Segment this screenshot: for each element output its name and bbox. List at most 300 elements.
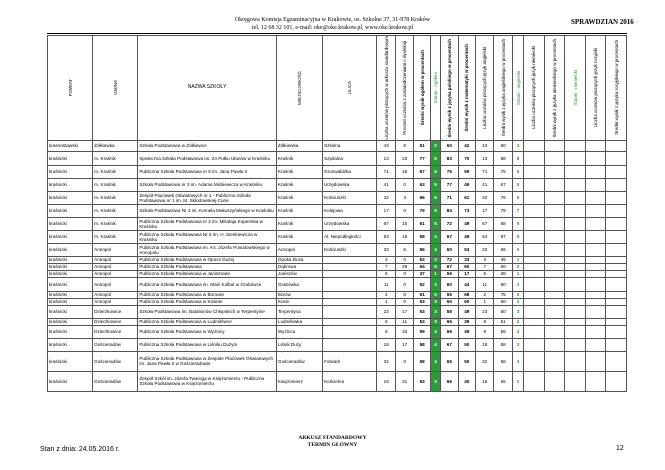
cell-ros-wynik xyxy=(606,298,627,305)
cell-ulica xyxy=(323,338,377,351)
cell-stanin-ang: 6 xyxy=(512,165,523,178)
cell-gmina: m. Kraśnik xyxy=(93,165,138,178)
cell-matematyka: 33 xyxy=(458,256,475,263)
cell-powiat: kraśnicki xyxy=(48,277,93,291)
cell-powiat: kraśnicki xyxy=(48,191,93,204)
cell-ros-liczba xyxy=(585,298,606,305)
cell-ros-liczba xyxy=(585,351,606,371)
cell-gmina: m. Kraśnik xyxy=(93,217,138,230)
cell-niem-liczba xyxy=(524,371,545,391)
cell-niem-wynik xyxy=(544,298,565,305)
cell-ros-liczba xyxy=(585,191,606,204)
cell-liczba: 9 xyxy=(377,325,395,338)
cell-stanin-ang: 3 xyxy=(512,338,523,351)
cell-liczba: 13 xyxy=(377,151,395,165)
cell-ang-wynik: 75 xyxy=(494,291,512,298)
cell-miejscowosc: Kraśnik xyxy=(276,217,322,230)
cell-ang-liczba: 9 xyxy=(475,325,493,338)
cell-ang-liczba: 67 xyxy=(475,217,493,230)
cell-ang-liczba: 7 xyxy=(475,263,493,270)
cell-liczba: 18 xyxy=(377,338,395,351)
cell-stanin-ang: 5 xyxy=(512,178,523,191)
cell-dysleksja: 0 xyxy=(395,270,413,277)
cell-niem-liczba xyxy=(524,277,545,291)
cell-nazwa: Publiczna Szkoła Podstawowa w Ludmiłówce xyxy=(138,318,277,325)
footer-date: Stan z dnia: 24.05.2016 r. xyxy=(40,446,120,453)
cell-matematyka: 44 xyxy=(458,277,475,291)
cell-niem-wynik xyxy=(544,217,565,230)
cell-niem-liczba xyxy=(524,270,545,277)
cell-gmina: Gościeradów xyxy=(93,371,138,391)
cell-niem-liczba xyxy=(524,318,545,325)
cell-ang-wynik: 60 xyxy=(494,305,512,318)
cell-niem-liczba xyxy=(524,140,545,151)
cell-niem-wynik xyxy=(544,263,565,270)
cell-gmina: Annopol xyxy=(93,277,138,291)
cell-niem-wynik xyxy=(544,151,565,165)
cell-stanin-ang: 5 xyxy=(512,243,523,256)
cell-dysleksja: 0 xyxy=(395,291,413,298)
cell-liczba: 7 xyxy=(377,263,395,270)
cell-matematyka: 42 xyxy=(458,140,475,151)
cell-niem-liczba xyxy=(524,151,545,165)
cell-liczba: 11 xyxy=(377,277,395,291)
cell-niem-wynik xyxy=(544,305,565,318)
cell-stanin-niem xyxy=(565,318,586,325)
col-ang-liczba: Liczba uczniów piszących język angielski xyxy=(475,36,493,141)
cell-stanin: 5 xyxy=(430,217,440,230)
cell-nazwa: Publiczna Szkoła Podstawowa w Opoce Dużej xyxy=(138,256,277,263)
cell-ang-liczba: 64 xyxy=(475,230,493,243)
cell-niem-wynik xyxy=(544,318,565,325)
cell-ros-wynik xyxy=(606,204,627,217)
cell-sredni: 52 xyxy=(414,277,430,291)
cell-powiat: kraśnicki xyxy=(48,325,93,338)
cell-stanin: 5 xyxy=(430,291,440,298)
table-row xyxy=(48,298,627,305)
cell-miejscowosc: Dąbrowa xyxy=(276,263,322,270)
cell-matematyka: 68 xyxy=(458,291,475,298)
cell-matematyka: 17 xyxy=(458,270,475,277)
col-stanin-niem: Stanin - niemiecki xyxy=(565,36,586,141)
cell-niem-wynik xyxy=(544,256,565,263)
cell-liczba: 1 xyxy=(377,298,395,305)
cell-miejscowosc: Ludmiłówka xyxy=(276,318,322,325)
table-row xyxy=(48,318,627,325)
table-row xyxy=(48,204,627,217)
cell-polski: 67 xyxy=(441,230,458,243)
cell-niem-liczba xyxy=(524,351,545,371)
cell-niem-liczba xyxy=(524,178,545,191)
cell-polski: 69 xyxy=(441,325,458,338)
col-liczba-uczniow: Liczba uczniów piszących w arkuszu standardowym xyxy=(377,36,395,141)
cell-ulica: Kościuszki xyxy=(323,243,377,256)
cell-niem-wynik xyxy=(544,178,565,191)
cell-matematyka: 49 xyxy=(458,217,475,230)
cell-ulica xyxy=(323,318,377,325)
cell-ang-liczba: 11 xyxy=(475,277,493,291)
cell-sredni: 77 xyxy=(414,151,430,165)
cell-dysleksja: 3 xyxy=(395,191,413,204)
cell-ros-liczba xyxy=(585,263,606,270)
table-row xyxy=(48,165,627,178)
cell-niem-wynik xyxy=(544,140,565,151)
cell-niem-wynik xyxy=(544,165,565,178)
cell-niem-wynik xyxy=(544,351,565,371)
cell-sredni: 58 xyxy=(414,338,430,351)
cell-stanin-ang: 6 xyxy=(512,191,523,204)
col-procent-dysleksji: Procent uczniów z zaświadczeniami o dysleksji xyxy=(395,36,413,141)
cell-matematyka: 53 xyxy=(458,243,475,256)
cell-liczba: 17 xyxy=(377,204,395,217)
cell-miejscowosc: Janiszów xyxy=(276,270,322,277)
cell-sredni: 67 xyxy=(414,165,430,178)
col-matematyka: Średni wynik z matematyki w procentach xyxy=(458,36,475,141)
cell-ulica xyxy=(323,298,377,305)
cell-ang-liczba: 1 xyxy=(475,298,493,305)
cell-liczba: 71 xyxy=(377,165,395,178)
cell-stanin-niem xyxy=(565,291,586,298)
cell-ang-liczba: 71 xyxy=(475,165,493,178)
cell-nazwa: Szkoła Podstawowa w Żółkiewce xyxy=(138,140,277,151)
table-row xyxy=(48,217,627,230)
cell-dysleksja: 0 xyxy=(395,256,413,263)
cell-ulica xyxy=(323,277,377,291)
cell-ang-wynik: 76 xyxy=(494,191,512,204)
cell-dysleksja: 31 xyxy=(395,371,413,391)
col-polski: Średni wynik z języka polskiego w procentach xyxy=(441,36,458,141)
cell-ang-wynik: 60 xyxy=(494,263,512,270)
cell-liczba: 5 xyxy=(377,270,395,277)
cell-stanin-ang: 3 xyxy=(512,305,523,318)
cell-gmina: Annopol xyxy=(93,256,138,263)
cell-polski: 60 xyxy=(441,243,458,256)
cell-ulica: Szpitalna xyxy=(323,151,377,165)
cell-powiat: kraśnicki xyxy=(48,151,93,165)
footer-arkusz: ARKUSZ STANDARDOWY xyxy=(298,435,367,441)
cell-ulica: Urzędowska xyxy=(323,178,377,191)
cell-ulica xyxy=(323,291,377,298)
cell-ang-liczba: 41 xyxy=(475,178,493,191)
cell-ros-wynik xyxy=(606,263,627,270)
cell-matematyka: 50 xyxy=(458,351,475,371)
cell-ros-wynik xyxy=(606,151,627,165)
col-niem-liczba: Liczba uczniów piszących język niemiecki xyxy=(524,36,545,141)
cell-stanin-niem xyxy=(565,277,586,291)
cell-matematyka: 73 xyxy=(458,204,475,217)
cell-ulica: Folwark xyxy=(323,351,377,371)
cell-niem-wynik xyxy=(544,270,565,277)
cell-ang-liczba: 16 xyxy=(475,371,493,391)
cell-ulica: Grunwaldzka xyxy=(323,165,377,178)
cell-gmina: Annopol xyxy=(93,298,138,305)
cell-nazwa: Zespół Szkół im. Józefa Twaroga w Księżomierzu - Publiczna Szkoła Podstawowa w Księżomierzu xyxy=(138,371,277,391)
results-table xyxy=(47,35,627,392)
cell-stanin: 4 xyxy=(430,243,440,256)
cell-dysleksja: 0 xyxy=(395,178,413,191)
cell-ros-wynik xyxy=(606,277,627,291)
cell-polski: 65 xyxy=(441,351,458,371)
cell-matematyka: 49 xyxy=(458,178,475,191)
cell-miejscowosc: Terpentyna xyxy=(276,305,322,318)
cell-dysleksja: 17 xyxy=(395,305,413,318)
header-divider xyxy=(47,33,627,34)
cell-sredni: 53 xyxy=(414,318,430,325)
cell-stanin: 1 xyxy=(430,270,440,277)
cell-dysleksja: 0 xyxy=(395,298,413,305)
cell-dysleksja: 33 xyxy=(395,325,413,338)
cell-gmina: Annopol xyxy=(93,291,138,298)
cell-ros-liczba xyxy=(585,338,606,351)
cell-powiat: kraśnicki xyxy=(48,305,93,318)
cell-liczba: 32 xyxy=(377,191,395,204)
cell-matematyka: 70 xyxy=(458,151,475,165)
cell-powiat: kraśnicki xyxy=(48,230,93,243)
cell-matematyka: 60 xyxy=(458,263,475,270)
cell-matematyka: 49 xyxy=(458,230,475,243)
cell-dysleksja: 6 xyxy=(395,243,413,256)
cell-liczba: 23 xyxy=(377,305,395,318)
cell-ros-liczba xyxy=(585,140,606,151)
cell-ang-liczba: 18 xyxy=(475,338,493,351)
cell-miejscowosc: Kraśnik xyxy=(276,204,322,217)
cell-gmina: m. Kraśnik xyxy=(93,178,138,191)
cell-polski: 67 xyxy=(441,263,458,270)
cell-nazwa: Publiczna Szkoła Podstawowa Nr 5 im. H. Sienkiewicza w Kraśniku xyxy=(138,230,277,243)
cell-stanin: 6 xyxy=(430,263,440,270)
table-row xyxy=(48,230,627,243)
cell-sredni: 61 xyxy=(414,291,430,298)
cell-niem-wynik xyxy=(544,243,565,256)
cell-gmina: Dzierzkowice xyxy=(93,305,138,318)
cell-ang-wynik: 75 xyxy=(494,165,512,178)
cell-niem-wynik xyxy=(544,277,565,291)
cell-ros-wynik xyxy=(606,325,627,338)
cell-ulica xyxy=(323,270,377,277)
cell-niem-wynik xyxy=(544,325,565,338)
cell-dysleksja: 17 xyxy=(395,338,413,351)
cell-ang-liczba: 13 xyxy=(475,151,493,165)
table-row xyxy=(48,325,627,338)
col-ros-wynik: Średni wynik z języka rosyjskiego w procentach xyxy=(606,36,627,141)
cell-ang-wynik: 79 xyxy=(494,204,512,217)
page-title: SPRAWDZIAN 2016 xyxy=(571,18,634,26)
cell-nazwa: Szkoła Podstawowa nr 3 im. Adama Mickiewicza w Kraśniku xyxy=(138,178,277,191)
cell-ang-wynik: 67 xyxy=(494,230,512,243)
cell-stanin: 3 xyxy=(430,305,440,318)
table-row xyxy=(48,270,627,277)
cell-powiat: krasnostawski xyxy=(48,140,93,151)
cell-niem-liczba xyxy=(524,291,545,298)
cell-powiat: kraśnicki xyxy=(48,263,93,270)
table-row xyxy=(48,371,627,391)
cell-stanin-ang: 1 xyxy=(512,270,523,277)
cell-stanin-niem xyxy=(565,140,586,151)
cell-polski: 66 xyxy=(441,318,458,325)
cell-gmina: m. Kraśnik xyxy=(93,151,138,165)
cell-stanin-niem xyxy=(565,371,586,391)
cell-gmina: m. Kraśnik xyxy=(93,230,138,243)
cell-miejscowosc: Kraśnik xyxy=(276,165,322,178)
cell-ros-wynik xyxy=(606,305,627,318)
cell-powiat: kraśnicki xyxy=(48,243,93,256)
cell-stanin-niem xyxy=(565,230,586,243)
col-ang-wynik: Średni wynik z języka angielskiego w procentach xyxy=(494,36,512,141)
cell-miejscowosc: Wyżnica xyxy=(276,325,322,338)
cell-ros-liczba xyxy=(585,305,606,318)
cell-nazwa: Szkoła Podstawowa im. Batalionów Chłopskich w Terpentynie xyxy=(138,305,277,318)
col-niem-wynik: Średni wynik z języka niemieckiego w procentach xyxy=(544,36,565,141)
cell-stanin-ang: 3 xyxy=(512,263,523,270)
cell-stanin-ang: 3 xyxy=(512,298,523,305)
cell-liczba: 3 xyxy=(377,256,395,263)
cell-ang-wynik: 60 xyxy=(494,277,512,291)
cell-ros-wynik xyxy=(606,371,627,391)
cell-niem-liczba xyxy=(524,191,545,204)
cell-miejscowosc: Liśnik Duży xyxy=(276,338,322,351)
cell-stanin: 5 xyxy=(430,178,440,191)
cell-miejscowosc: Księżomierz xyxy=(276,371,322,391)
table-row xyxy=(48,140,627,151)
cell-dysleksja: 11 xyxy=(395,318,413,325)
cell-nazwa: Publiczna Szkoła Podstawowa w Zespole Placówek Oświatowych im. Jana Pawła II w Gościeradowie xyxy=(138,351,277,371)
cell-polski: 50 xyxy=(441,298,458,305)
cell-stanin-ang: 5 xyxy=(512,217,523,230)
cell-stanin-niem xyxy=(565,151,586,165)
cell-sredni: 56 xyxy=(414,243,430,256)
cell-miejscowosc: Kraśnik xyxy=(276,151,322,165)
cell-niem-wynik xyxy=(544,338,565,351)
cell-ulica: Szkolna xyxy=(323,140,377,151)
cell-polski: 72 xyxy=(441,217,458,230)
col-sredni-wynik: Średni wynik ogółem w procentach xyxy=(414,36,430,141)
cell-stanin-niem xyxy=(565,263,586,270)
cell-ang-liczba: 43 xyxy=(475,140,493,151)
table-header-row xyxy=(48,36,627,141)
cell-ros-liczba xyxy=(585,151,606,165)
cell-polski: 60 xyxy=(441,140,458,151)
cell-stanin-niem xyxy=(565,204,586,217)
cell-stanin-niem xyxy=(565,325,586,338)
cell-nazwa: Publiczna Szkoła Podstawowa xyxy=(138,263,277,270)
cell-nazwa: Publiczna Szkoła Podstawowa nr 6 im. Jana Pawła II xyxy=(138,165,277,178)
cell-matematyka: 49 xyxy=(458,305,475,318)
cell-ang-wynik: 68 xyxy=(494,217,512,230)
cell-gmina: Annopol xyxy=(93,263,138,270)
cell-ros-liczba xyxy=(585,230,606,243)
cell-ros-wynik xyxy=(606,256,627,263)
cell-polski: 55 xyxy=(441,291,458,298)
cell-stanin-ang: 2 xyxy=(512,318,523,325)
col-powiat: POWIAT xyxy=(48,36,93,141)
cell-stanin-niem xyxy=(565,178,586,191)
cell-ros-wynik xyxy=(606,291,627,298)
cell-ulica xyxy=(323,263,377,270)
cell-ang-liczba: 32 xyxy=(475,191,493,204)
cell-sredni: 66 xyxy=(414,191,430,204)
cell-matematyka: 61 xyxy=(458,191,475,204)
cell-stanin: 3 xyxy=(430,318,440,325)
cell-ros-wynik xyxy=(606,230,627,243)
cell-stanin-niem xyxy=(565,256,586,263)
cell-ulica xyxy=(323,325,377,338)
cell-stanin-ang: 5 xyxy=(512,230,523,243)
cell-ros-wynik xyxy=(606,243,627,256)
cell-ang-wynik: 59 xyxy=(494,325,512,338)
cell-powiat: kraśnicki xyxy=(48,270,93,277)
cell-stanin-ang: 3 xyxy=(512,140,523,151)
cell-nazwa: Szkoła Podstawowa Nr 4 im. Kornela Makuszyńskiego w Kraśniku xyxy=(138,204,277,217)
cell-miejscowosc: Kraśnik xyxy=(276,178,322,191)
cell-polski: 84 xyxy=(441,204,458,217)
cell-stanin-ang: 3 xyxy=(512,277,523,291)
cell-ros-liczba xyxy=(585,204,606,217)
cell-stanin-niem xyxy=(565,217,586,230)
col-stanin-ogolem: Stanin - ogółem xyxy=(430,36,440,141)
cell-stanin-niem xyxy=(565,243,586,256)
cell-powiat: kraśnicki xyxy=(48,178,93,191)
cell-niem-wynik xyxy=(544,191,565,204)
table-row xyxy=(48,305,627,318)
col-stanin-ang: Stanin - angielski xyxy=(512,36,523,141)
cell-ang-wynik: 51 xyxy=(494,318,512,325)
cell-ros-liczba xyxy=(585,243,606,256)
cell-miejscowosc: Żółkiewka xyxy=(276,140,322,151)
cell-ulica xyxy=(323,305,377,318)
cell-nazwa: Społeczna Szkoła Podstawowa im. 24 Pułku Ułanów w Kraśniku xyxy=(138,151,277,165)
cell-powiat: kraśnicki xyxy=(48,318,93,325)
cell-ang-liczba: 9 xyxy=(475,318,493,325)
cell-stanin-niem xyxy=(565,338,586,351)
cell-powiat: kraśnicki xyxy=(48,165,93,178)
cell-stanin-niem xyxy=(565,270,586,277)
cell-sredni: 51 xyxy=(414,140,430,151)
cell-gmina: Żółkiewka xyxy=(93,140,138,151)
cell-ang-wynik: 66 xyxy=(494,243,512,256)
cell-stanin-ang: 3 xyxy=(512,351,523,371)
cell-niem-wynik xyxy=(544,230,565,243)
cell-stanin-ang: 2 xyxy=(512,371,523,391)
cell-liczba: 33 xyxy=(377,243,395,256)
cell-nazwa: Publiczna Szkoła Podstawowa im. Marii Kolbut w Grabówce xyxy=(138,277,277,291)
cell-ros-wynik xyxy=(606,191,627,204)
cell-miejscowosc: Gościeradów xyxy=(276,351,322,371)
table-row xyxy=(48,243,627,256)
cell-ang-liczba: 3 xyxy=(475,256,493,263)
col-ulica: ULICA xyxy=(323,36,377,141)
cell-ang-wynik: 55 xyxy=(494,371,512,391)
cell-ulica: Kościelna xyxy=(323,371,377,391)
cell-gmina: m. Kraśnik xyxy=(93,204,138,217)
cell-gmina: Gościeradów xyxy=(93,351,138,371)
cell-liczba: 41 xyxy=(377,178,395,191)
cell-polski: 71 xyxy=(441,191,458,204)
cell-powiat: kraśnicki xyxy=(48,204,93,217)
cell-niem-liczba xyxy=(524,256,545,263)
cell-nazwa: Publiczna Szkoła Podstawowa w Borowie xyxy=(138,291,277,298)
cell-stanin: 6 xyxy=(430,191,440,204)
cell-sredni: 59 xyxy=(414,325,430,338)
cell-niem-wynik xyxy=(544,204,565,217)
cell-polski: 66 xyxy=(441,371,458,391)
col-nazwa: NAZWA SZKOŁY xyxy=(138,36,277,141)
cell-polski: 83 xyxy=(441,151,458,165)
table-row xyxy=(48,277,627,291)
cell-liczba: 63 xyxy=(377,230,395,243)
cell-ulica: Urzędowska xyxy=(323,217,377,230)
cell-stanin-ang: 7 xyxy=(512,204,523,217)
cell-nazwa: Publiczna Szkoła Podstawowa w Liśniku Dużym xyxy=(138,338,277,351)
